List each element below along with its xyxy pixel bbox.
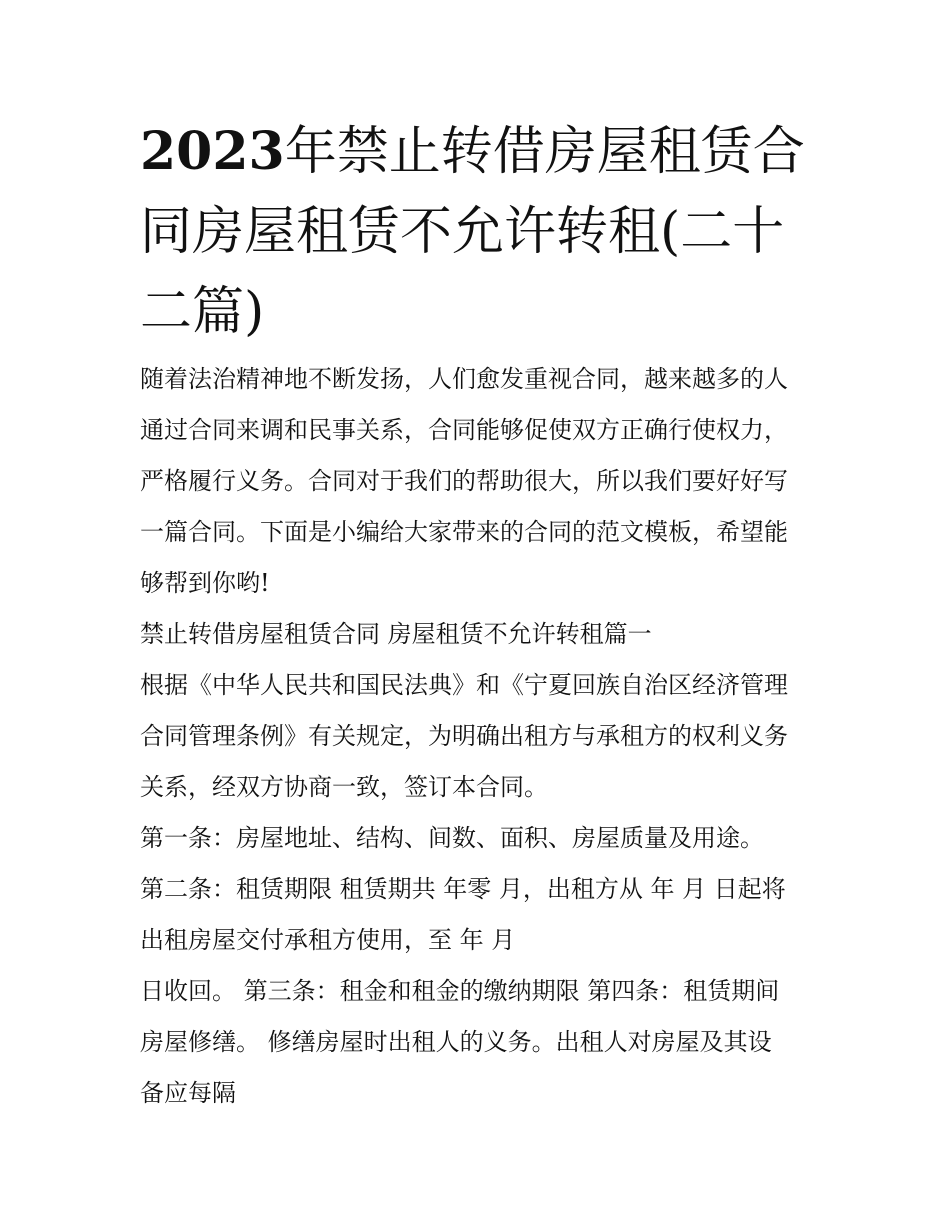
text-line: 房屋修缮。 修缮房屋时出租人的义务。出租人对房屋及其设 <box>140 1028 772 1056</box>
section-heading: 禁止转借房屋租赁合同 房屋租赁不允许转租篇一 <box>140 620 652 648</box>
document-body <box>140 354 820 1119</box>
text-line: 一篇合同。下面是小编给大家带来的合同的范文模板，希望能 <box>140 518 788 546</box>
clause-line: 第二条：租赁期限 租赁期共 年零 月，出租方从 年 月 日起将 <box>140 875 786 903</box>
text-line: 通过合同来调和民事关系，合同能够促使双方正确行使权力， <box>140 416 788 444</box>
text-line: 出租房屋交付承租方使用，至 年 月 <box>140 926 516 954</box>
clause-line: 第一条：房屋地址、结构、间数、面积、房屋质量及用途。 <box>140 824 764 852</box>
clause-line: 日收回。 第三条：租金和租金的缴纳期限 第四条：租赁期间 <box>140 977 780 1005</box>
text-line: 严格履行义务。合同对于我们的帮助很大，所以我们要好好写 <box>140 467 788 495</box>
title-year: 2023 <box>140 121 285 182</box>
text-line: 合同管理条例》有关规定，为明确出租方与承租方的权利义务 <box>140 722 788 750</box>
title-text: 年禁止转借房屋租赁合同房屋租赁不允许转租(二十二篇) <box>140 122 805 342</box>
text-line: 关系，经双方协商一致，签订本合同。 <box>140 773 548 801</box>
text-line: 备应每隔 <box>140 1079 236 1107</box>
text-line: 随着法治精神地不断发扬，人们愈发重视合同，越来越多的人 <box>140 365 788 393</box>
text-line: 够帮到你哟! <box>140 569 270 597</box>
document-title <box>140 112 820 352</box>
text-line: 根据《中华人民共和国民法典》和《宁夏回族自治区经济管理 <box>140 671 788 699</box>
